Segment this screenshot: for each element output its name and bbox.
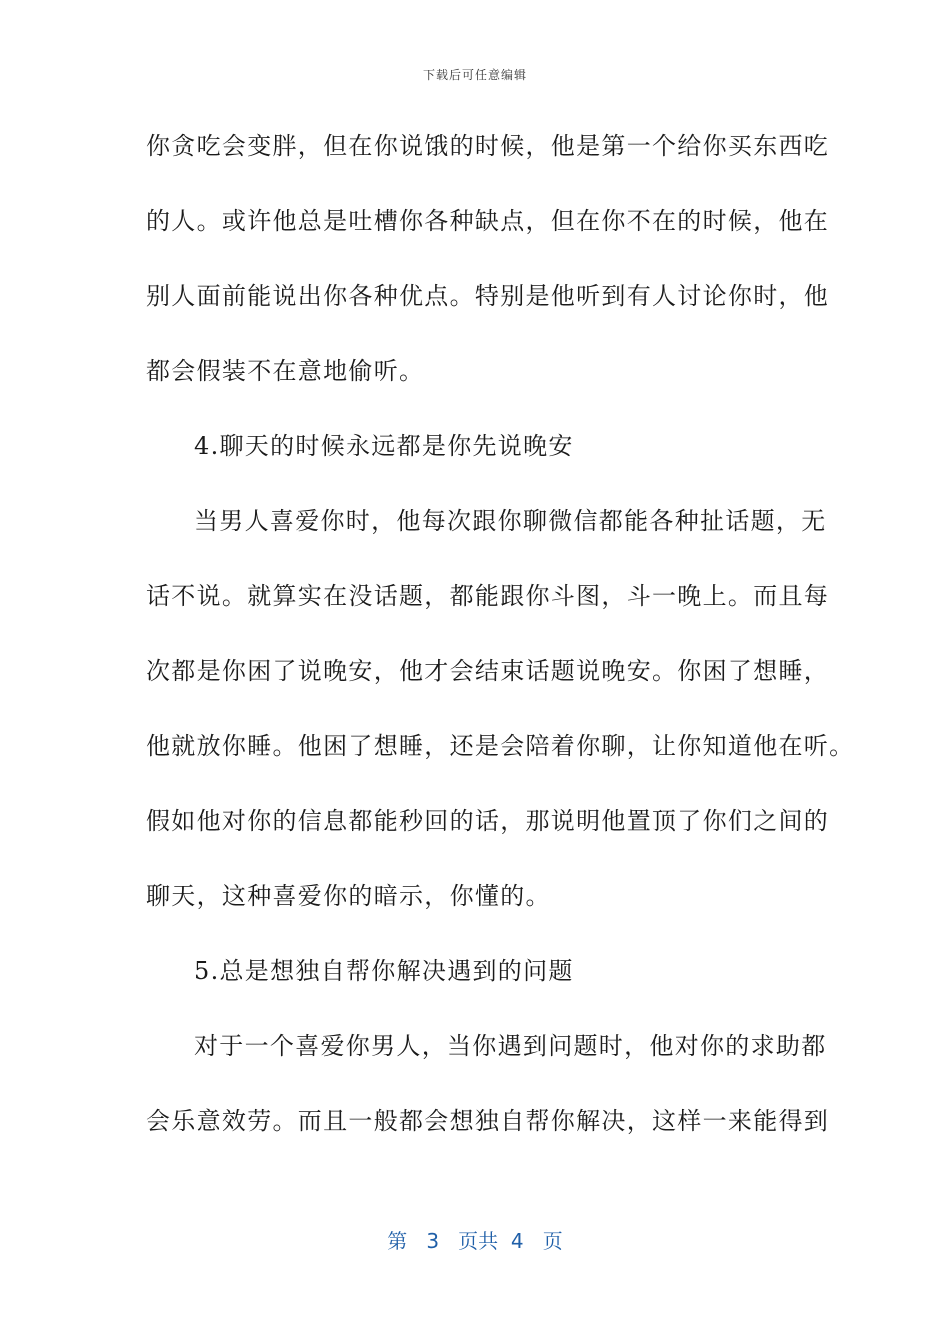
current-page-number: 3 <box>426 1229 440 1253</box>
body-line-14: 会乐意效劳。而且一般都会想独自帮你解决，这样一来能得到 <box>146 1107 830 1135</box>
body-line-13: 对于一个喜爱你男人，当你遇到问题时，他对你的求助都 <box>194 1032 827 1060</box>
page-footer <box>0 1225 950 1254</box>
total-page-count: 4 <box>510 1229 524 1253</box>
body-line-6: 当男人喜爱你时，他每次跟你聊微信都能各种扯话题，无 <box>194 507 827 535</box>
body-line-11: 聊天，这种喜爱你的暗示，你懂的。 <box>146 882 551 910</box>
body-line-9: 他就放你睡。他困了想睡，还是会陪着你聊，让你知道他在听。 <box>146 732 855 760</box>
body-line-10: 假如他对你的信息都能秒回的话，那说明他置顶了你们之间的 <box>146 807 830 835</box>
footer-suffix: 页 <box>542 1229 563 1253</box>
footer-middle: 页共 <box>458 1229 499 1253</box>
body-line-4: 都会假装不在意地偷听。 <box>146 357 425 385</box>
footer-prefix: 第 <box>387 1229 408 1253</box>
section-heading-4: 4.聊天的时候永远都是你先说晚安 <box>194 432 574 460</box>
body-line-8: 次都是你困了说晚安，他才会结束话题说晚安。你困了想睡， <box>146 657 830 685</box>
page-header: 下载后可任意编辑 <box>422 68 527 82</box>
body-line-1: 你贪吃会变胖，但在你说饿的时候，他是第一个给你买东西吃 <box>146 132 830 160</box>
section-heading-5: 5.总是想独自帮你解决遇到的问题 <box>194 957 574 985</box>
body-line-3: 别人面前能说出你各种优点。特别是他听到有人讨论你时，他 <box>146 282 830 310</box>
body-line-2: 的人。或许他总是吐槽你各种缺点，但在你不在的时候，他在 <box>146 207 830 235</box>
body-line-7: 话不说。就算实在没话题，都能跟你斗图，斗一晚上。而且每 <box>146 582 830 610</box>
document-body <box>146 122 855 1172</box>
